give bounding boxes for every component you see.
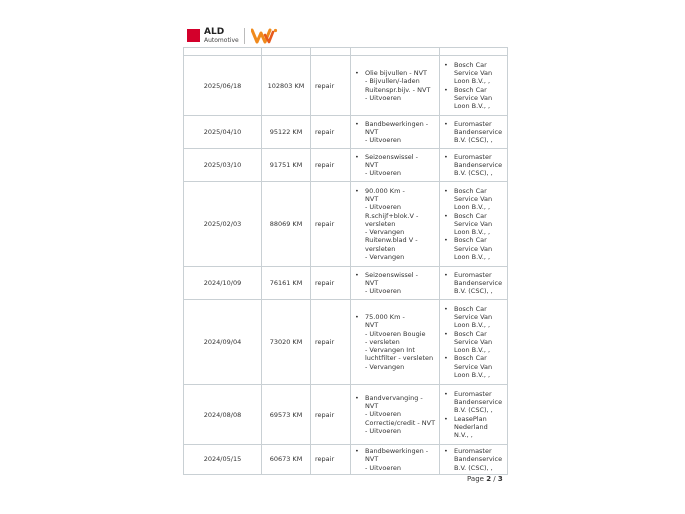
list-item-line: - Uitvoeren — [365, 136, 401, 145]
row-dealer-list — [440, 118, 507, 147]
row-work — [351, 182, 440, 267]
list-item-line: - Uitvoeren — [365, 463, 401, 472]
row-mileage: 76161 KM — [262, 267, 311, 300]
row-dealer-list — [440, 269, 507, 298]
list-item-line: Service Van — [454, 93, 493, 102]
row-dealer — [440, 116, 508, 149]
list-item: • Bosch Car — [443, 61, 505, 69]
list-item-line: Loon B.V., , — [454, 371, 491, 380]
list-item-line: Service Van — [454, 337, 493, 346]
list-item-line: NVT — [365, 402, 379, 411]
list-item-line: R.schijf+blok.V - — [365, 211, 419, 220]
row-work — [351, 149, 440, 182]
ald-logo-text — [204, 28, 239, 45]
page-current: 2 — [486, 475, 492, 483]
page-separator: / — [493, 475, 496, 483]
row-date: 2025/03/10 — [184, 149, 262, 182]
list-item-line: Loon B.V., , — [454, 253, 491, 262]
table-header-row — [184, 48, 508, 56]
list-item-line: - Uitvoeren — [365, 287, 401, 296]
list-item: • Olie bijvullen - NVT — [354, 69, 437, 77]
list-item-line: luchtfilter - versleten — [365, 354, 434, 363]
list-item-line: - Vervangen Int — [365, 346, 415, 355]
row-dealer — [440, 445, 508, 475]
row-dealer-list — [440, 185, 507, 264]
list-item: • 90.000 Km - — [354, 187, 437, 195]
row-dealer-list — [440, 388, 507, 442]
row-dealer — [440, 300, 508, 385]
table-row — [184, 56, 508, 116]
list-item-line: Service Van — [454, 194, 493, 203]
list-item-line: - Vervangen — [365, 253, 405, 262]
row-work — [351, 385, 440, 445]
list-item-line: - Bijvullen/-laden — [365, 77, 420, 86]
row-work — [351, 445, 440, 475]
leaseplan-logo-icon — [251, 27, 279, 45]
table-row — [184, 116, 508, 149]
logo-divider — [244, 28, 245, 44]
list-item: • Seizoenswissel - — [354, 271, 437, 279]
table-row — [184, 300, 508, 385]
row-mileage: 88069 KM — [262, 182, 311, 267]
list-item: • Euromaster — [443, 447, 505, 455]
row-type: repair — [311, 267, 351, 300]
list-item-line: Loon B.V., , — [454, 102, 491, 111]
list-item-line: NVT — [365, 455, 379, 464]
list-item-line: NVT — [365, 194, 379, 203]
list-item-line: NVT — [365, 321, 379, 330]
list-item: • Bosch Car — [443, 86, 505, 94]
header-type — [311, 48, 351, 56]
row-work-list — [351, 118, 439, 147]
list-item-line: - Uitvoeren — [365, 203, 401, 212]
list-item-line: N.V., , — [454, 431, 473, 440]
table-row — [184, 267, 508, 300]
list-item-line: Service Van — [454, 362, 493, 371]
row-work-list — [351, 445, 439, 474]
row-type: repair — [311, 445, 351, 475]
list-item-line: Loon B.V., , — [454, 77, 491, 86]
row-date: 2024/05/15 — [184, 445, 262, 475]
list-item: • Bandbewerkingen - — [354, 447, 437, 455]
row-work-list — [351, 185, 439, 264]
list-item-line: Bandenservice — [454, 397, 503, 406]
list-item: • Bosch Car — [443, 212, 505, 220]
list-item-line: Service Van — [454, 312, 493, 321]
table-row — [184, 182, 508, 267]
row-dealer — [440, 149, 508, 182]
header-date — [184, 48, 262, 56]
list-item: • Bosch Car — [443, 330, 505, 338]
table-row — [184, 385, 508, 445]
list-item: • Bosch Car — [443, 236, 505, 244]
maintenance-history-table — [183, 47, 508, 475]
page-total: 3 — [497, 475, 503, 483]
list-item-line: Bandenservice — [454, 127, 503, 136]
list-item-line: B.V. (CSC), , — [454, 463, 493, 472]
list-item-line: Service Van — [454, 244, 493, 253]
row-work-list — [351, 392, 439, 437]
list-item: • Euromaster — [443, 120, 505, 128]
list-item: • Seizoenswissel - — [354, 153, 437, 161]
list-item-line: - Uitvoeren Bougie — [365, 329, 426, 338]
header-dealer — [440, 48, 508, 56]
list-item-line: NVT — [365, 160, 379, 169]
list-item-line: - Uitvoeren — [365, 410, 401, 419]
list-item-line: - versleten — [365, 337, 400, 346]
list-item: • Bosch Car — [443, 305, 505, 313]
list-item-line: B.V. (CSC), , — [454, 136, 493, 145]
row-work-list — [351, 269, 439, 298]
list-item: • 75.000 Km - — [354, 313, 437, 321]
list-item-line: - Vervangen — [365, 228, 405, 237]
list-item-line: Bandenservice — [454, 455, 503, 464]
row-date: 2025/06/18 — [184, 56, 262, 116]
list-item-line: Nederland — [454, 422, 488, 431]
row-type: repair — [311, 56, 351, 116]
list-item-line: Bandenservice — [454, 160, 503, 169]
list-item-line: Ruitenw.blad V - — [365, 236, 418, 245]
page-label: Page — [467, 475, 484, 483]
row-work — [351, 116, 440, 149]
row-dealer-list — [440, 59, 507, 113]
list-item-line: B.V. (CSC), , — [454, 406, 493, 415]
row-work-list — [351, 311, 439, 373]
row-work — [351, 267, 440, 300]
list-item: • Euromaster — [443, 271, 505, 279]
ald-subtitle: Automotive — [204, 36, 239, 44]
row-mileage: 60673 KM — [262, 445, 311, 475]
row-work-list — [351, 67, 439, 104]
row-dealer — [440, 267, 508, 300]
row-type: repair — [311, 385, 351, 445]
row-type: repair — [311, 116, 351, 149]
company-logo — [187, 26, 279, 46]
row-type: repair — [311, 300, 351, 385]
page-indicator — [467, 475, 503, 483]
list-item-line: - Uitvoeren — [365, 169, 401, 178]
list-item-line: - Vervangen — [365, 362, 405, 371]
list-item-line: Loon B.V., , — [454, 346, 491, 355]
list-item-line: Service Van — [454, 68, 493, 77]
row-date: 2025/04/10 — [184, 116, 262, 149]
header-work — [351, 48, 440, 56]
table-row — [184, 149, 508, 182]
row-mileage: 73020 KM — [262, 300, 311, 385]
row-dealer — [440, 56, 508, 116]
list-item-line: - Uitvoeren — [365, 93, 401, 102]
row-mileage: 102803 KM — [262, 56, 311, 116]
list-item-line: B.V. (CSC), , — [454, 169, 493, 178]
list-item-line: B.V. (CSC), , — [454, 287, 493, 296]
row-date: 2024/09/04 — [184, 300, 262, 385]
row-dealer — [440, 182, 508, 267]
list-item-line: versleten — [365, 219, 396, 228]
list-item-line: Correctie/credit - NVT — [365, 418, 436, 427]
row-dealer-list — [440, 151, 507, 180]
list-item-line: Loon B.V., , — [454, 203, 491, 212]
list-item-line: Bandenservice — [454, 278, 503, 287]
list-item-line: - Uitvoeren — [365, 426, 401, 435]
row-date: 2024/08/08 — [184, 385, 262, 445]
list-item: • Euromaster — [443, 153, 505, 161]
row-work-list — [351, 151, 439, 180]
list-item-line: Loon B.V., , — [454, 321, 491, 330]
row-work — [351, 56, 440, 116]
ald-logo-mark — [187, 29, 200, 42]
row-dealer-list — [440, 303, 507, 382]
list-item-line: Ruitenspr.bijv. - NVT — [365, 85, 431, 94]
list-item: • Bosch Car — [443, 187, 505, 195]
row-date: 2025/02/03 — [184, 182, 262, 267]
row-mileage: 69573 KM — [262, 385, 311, 445]
list-item: • Bandvervanging - — [354, 394, 437, 402]
list-item-line: NVT — [365, 278, 379, 287]
row-work — [351, 300, 440, 385]
list-item-line: NVT — [365, 127, 379, 136]
list-item: • Euromaster — [443, 390, 505, 398]
row-type: repair — [311, 149, 351, 182]
header-km — [262, 48, 311, 56]
list-item: • LeasePlan — [443, 415, 505, 423]
row-dealer — [440, 385, 508, 445]
list-item-line: versleten — [365, 244, 396, 253]
row-type: repair — [311, 182, 351, 267]
list-item-line: Service Van — [454, 219, 493, 228]
row-mileage: 91751 KM — [262, 149, 311, 182]
ald-name: ALD — [204, 26, 225, 37]
row-date: 2024/10/09 — [184, 267, 262, 300]
list-item-line: Loon B.V., , — [454, 228, 491, 237]
row-mileage: 95122 KM — [262, 116, 311, 149]
list-item: • Bosch Car — [443, 354, 505, 362]
table-row — [184, 445, 508, 475]
row-dealer-list — [440, 445, 507, 474]
list-item: • Bandbewerkingen - — [354, 120, 437, 128]
